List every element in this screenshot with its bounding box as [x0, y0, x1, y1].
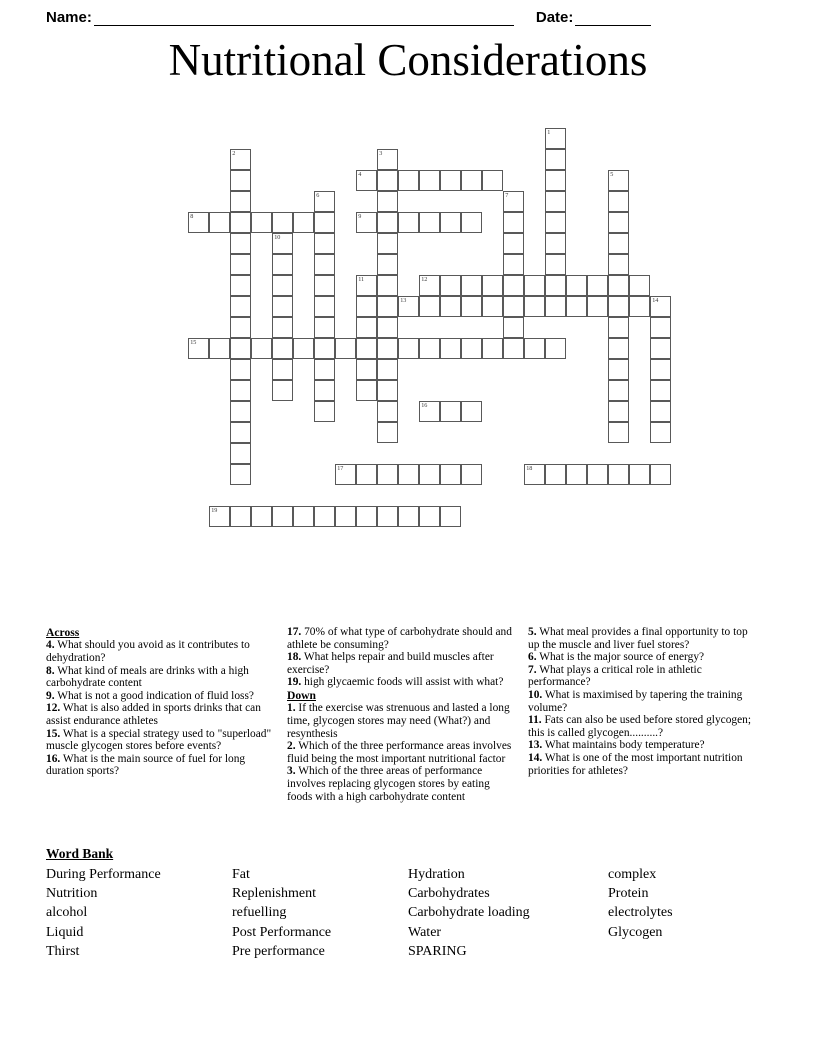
- crossword-cell[interactable]: [503, 233, 524, 254]
- crossword-cell[interactable]: [230, 149, 251, 170]
- crossword-cell[interactable]: [524, 296, 545, 317]
- crossword-cell[interactable]: [545, 464, 566, 485]
- crossword-cell[interactable]: [566, 275, 587, 296]
- crossword-cell[interactable]: [272, 275, 293, 296]
- crossword-cell[interactable]: [377, 170, 398, 191]
- crossword-cell[interactable]: [230, 401, 251, 422]
- crossword-cell[interactable]: [314, 401, 335, 422]
- crossword-cell[interactable]: [587, 275, 608, 296]
- crossword-cell[interactable]: [503, 212, 524, 233]
- crossword-cell[interactable]: [209, 506, 230, 527]
- crossword-cell[interactable]: [314, 296, 335, 317]
- crossword-cell[interactable]: [272, 338, 293, 359]
- clue-number: 12.: [46, 702, 61, 715]
- cell-number: 7: [505, 191, 509, 199]
- crossword-cell[interactable]: [608, 275, 629, 296]
- clue-column-2: [287, 626, 528, 803]
- clue-item: [528, 752, 757, 777]
- word-bank-word[interactable]: Liquid: [46, 924, 84, 940]
- crossword-cell[interactable]: [566, 464, 587, 485]
- clue-number: 17.: [287, 626, 302, 638]
- crossword-cell[interactable]: [230, 380, 251, 401]
- word-bank-word[interactable]: Hydration: [408, 867, 465, 882]
- crossword-cell[interactable]: [482, 296, 503, 317]
- crossword-cell[interactable]: [608, 212, 629, 233]
- crossword-cell[interactable]: [272, 380, 293, 401]
- clue-column-3: [528, 626, 769, 777]
- crossword-cell[interactable]: [230, 443, 251, 464]
- crossword-cell[interactable]: [293, 338, 314, 359]
- clue-text: Which of the three performance areas involves fluid being the most important nutritional factor: [287, 740, 512, 765]
- crossword-cell[interactable]: [398, 338, 419, 359]
- clue-item: [46, 665, 275, 690]
- word-bank-word[interactable]: During Performance: [46, 867, 161, 882]
- clue-item: [528, 714, 757, 739]
- crossword-cell[interactable]: [335, 464, 356, 485]
- clue-text: What is also added in sports drinks that can assist endurance athletes: [46, 702, 261, 727]
- crossword-cell[interactable]: [230, 170, 251, 191]
- crossword-cell[interactable]: [272, 359, 293, 380]
- crossword-cell[interactable]: [629, 464, 650, 485]
- crossword-cell[interactable]: [293, 506, 314, 527]
- crossword-cell[interactable]: [608, 401, 629, 422]
- clue-number: 3.: [287, 765, 296, 778]
- crossword-cell[interactable]: [419, 212, 440, 233]
- crossword-cell[interactable]: [398, 506, 419, 527]
- crossword-cell[interactable]: [356, 380, 377, 401]
- crossword-grid-wrapper: [0, 106, 816, 514]
- clue-item: [287, 651, 516, 676]
- crossword-cell[interactable]: [251, 212, 272, 233]
- crossword-cell[interactable]: [230, 254, 251, 275]
- clue-text: What plays a critical role in athletic performance?: [528, 663, 702, 689]
- clue-item: [46, 690, 275, 703]
- crossword-cell[interactable]: [608, 317, 629, 338]
- crossword-cell[interactable]: [650, 317, 671, 338]
- crossword-cell[interactable]: [650, 338, 671, 359]
- clue-item: [46, 728, 275, 753]
- crossword-cell[interactable]: [377, 422, 398, 443]
- crossword-cell[interactable]: [293, 212, 314, 233]
- crossword-cell[interactable]: [314, 254, 335, 275]
- crossword-cell[interactable]: [398, 170, 419, 191]
- word-bank-word[interactable]: electrolytes: [608, 905, 673, 921]
- crossword-cell[interactable]: [608, 233, 629, 254]
- clue-number: 13.: [528, 739, 543, 752]
- crossword-cell[interactable]: [251, 506, 272, 527]
- crossword-cell[interactable]: [650, 359, 671, 380]
- crossword-cell[interactable]: [377, 149, 398, 170]
- crossword-cell[interactable]: [587, 296, 608, 317]
- crossword-cell[interactable]: [230, 464, 251, 485]
- crossword-cell[interactable]: [377, 359, 398, 380]
- clue-item: [46, 702, 275, 727]
- word-bank-word[interactable]: complex: [608, 867, 657, 882]
- crossword-cell[interactable]: [272, 506, 293, 527]
- crossword-cell[interactable]: [482, 170, 503, 191]
- crossword-cell[interactable]: [356, 275, 377, 296]
- crossword-cell[interactable]: [356, 464, 377, 485]
- cell-number: 19: [211, 506, 218, 514]
- crossword-cell[interactable]: [545, 191, 566, 212]
- crossword-cell[interactable]: [230, 422, 251, 443]
- crossword-cell[interactable]: [398, 464, 419, 485]
- clue-text: Which of the three areas of performance involves replacing glycogen stores by eating foods with a high carbohydrate content: [287, 765, 490, 803]
- crossword-cell[interactable]: [188, 212, 209, 233]
- crossword-cell[interactable]: [503, 338, 524, 359]
- crossword-cell[interactable]: [230, 212, 251, 233]
- clue-text: What meal provides a final opportunity to top up the muscle and liver fuel stores?: [528, 626, 748, 651]
- date-label: Date:: [535, 9, 574, 26]
- crossword-cell[interactable]: [545, 296, 566, 317]
- crossword-cell[interactable]: [377, 296, 398, 317]
- crossword-cell[interactable]: [230, 275, 251, 296]
- crossword-cell[interactable]: [419, 275, 440, 296]
- crossword-cell[interactable]: [608, 254, 629, 275]
- crossword-cell[interactable]: [377, 254, 398, 275]
- crossword-cell[interactable]: [314, 359, 335, 380]
- crossword-cell[interactable]: [461, 170, 482, 191]
- word-bank-word[interactable]: Protein: [608, 886, 649, 902]
- word-bank-word[interactable]: Replenishment: [232, 886, 316, 902]
- crossword-cell[interactable]: [566, 296, 587, 317]
- clue-text: What is the major source of energy?: [536, 651, 705, 664]
- clue-item: [287, 702, 516, 740]
- crossword-cell[interactable]: [230, 233, 251, 254]
- cell-number: 12: [421, 275, 428, 283]
- clue-item: [287, 740, 516, 765]
- name-date-row: [0, 0, 816, 26]
- clue-text: high glycaemic foods will assist with what?: [301, 676, 504, 689]
- crossword-cell[interactable]: [608, 464, 629, 485]
- crossword-cell[interactable]: [419, 506, 440, 527]
- crossword-cell[interactable]: [335, 506, 356, 527]
- crossword-cell[interactable]: [398, 296, 419, 317]
- crossword-cell[interactable]: [356, 317, 377, 338]
- clue-text: What maintains body temperature?: [542, 739, 705, 752]
- crossword-cell[interactable]: [482, 338, 503, 359]
- crossword-cell[interactable]: [377, 338, 398, 359]
- crossword-cell[interactable]: [230, 338, 251, 359]
- page-title: Nutritional Considerations: [168, 35, 648, 85]
- word-bank-word[interactable]: Carbohydrate loading: [408, 905, 530, 921]
- crossword-cell[interactable]: [377, 212, 398, 233]
- crossword-cell[interactable]: [419, 401, 440, 422]
- clue-number: 11.: [528, 714, 542, 727]
- clue-number: 8.: [46, 664, 55, 677]
- crossword-cell[interactable]: [608, 422, 629, 443]
- name-input-line[interactable]: [94, 12, 514, 26]
- clue-text: Fats can also be used before stored glycogen; this is called glycogen..........?: [528, 714, 752, 739]
- clue-text: What helps repair and build muscles after exercise?: [287, 651, 494, 676]
- word-bank-word[interactable]: SPARING: [408, 943, 467, 959]
- crossword-cell[interactable]: [230, 317, 251, 338]
- crossword-cell[interactable]: [377, 401, 398, 422]
- crossword-cell[interactable]: [272, 296, 293, 317]
- word-bank-grid: [46, 865, 776, 961]
- crossword-cell[interactable]: [377, 317, 398, 338]
- crossword-cell[interactable]: [524, 464, 545, 485]
- word-bank-word[interactable]: Water: [408, 924, 442, 940]
- crossword-cell[interactable]: [356, 170, 377, 191]
- crossword-cell[interactable]: [377, 506, 398, 527]
- crossword-cell[interactable]: [440, 464, 461, 485]
- crossword-cell[interactable]: [608, 380, 629, 401]
- crossword-cell[interactable]: [335, 338, 356, 359]
- crossword-cell[interactable]: [230, 506, 251, 527]
- clue-item: [46, 639, 275, 664]
- crossword-cell[interactable]: [503, 254, 524, 275]
- crossword-cell[interactable]: [608, 359, 629, 380]
- crossword-cell[interactable]: [230, 191, 251, 212]
- crossword-cell[interactable]: [356, 338, 377, 359]
- crossword-cell[interactable]: [314, 506, 335, 527]
- crossword-cell[interactable]: [209, 338, 230, 359]
- clue-item: [287, 676, 516, 689]
- crossword-cell[interactable]: [419, 296, 440, 317]
- crossword-cell[interactable]: [356, 296, 377, 317]
- clue-number: 19.: [287, 676, 302, 689]
- crossword-cell[interactable]: [482, 275, 503, 296]
- crossword-cell[interactable]: [650, 401, 671, 422]
- word-bank-word[interactable]: Post Performance: [232, 924, 332, 940]
- clue-number: 5.: [528, 626, 537, 638]
- clue-number: 15.: [46, 727, 61, 740]
- crossword-cell[interactable]: [314, 275, 335, 296]
- crossword-cell[interactable]: [314, 212, 335, 233]
- clue-number: 14.: [528, 751, 543, 764]
- crossword-cell[interactable]: [608, 296, 629, 317]
- clue-text: 70% of what type of carbohydrate should and athlete be consuming?: [287, 626, 512, 651]
- crossword-cell[interactable]: [188, 338, 209, 359]
- crossword-cell[interactable]: [650, 422, 671, 443]
- crossword-cell[interactable]: [545, 338, 566, 359]
- cell-number: 8: [190, 212, 194, 220]
- clues-section: [46, 626, 770, 803]
- clue-item: [287, 626, 516, 651]
- clue-column-1: [46, 626, 287, 778]
- cell-number: 4: [358, 170, 362, 178]
- crossword-cell[interactable]: [356, 359, 377, 380]
- crossword-cell[interactable]: [251, 338, 272, 359]
- word-bank-section: [46, 845, 776, 961]
- clue-text: What is one of the most important nutrition priorities for athletes?: [528, 751, 743, 777]
- crossword-cell[interactable]: [545, 170, 566, 191]
- clue-number: 9.: [46, 689, 55, 702]
- crossword-cell[interactable]: [419, 338, 440, 359]
- crossword-cell[interactable]: [650, 464, 671, 485]
- cell-number: 11: [358, 275, 365, 283]
- crossword-cell[interactable]: [461, 275, 482, 296]
- clue-text: What is not a good indication of fluid loss?: [54, 689, 254, 702]
- down-heading: Down: [287, 688, 316, 702]
- clue-item: [528, 664, 757, 689]
- date-input-line[interactable]: [575, 12, 651, 26]
- cell-number: 13: [400, 296, 407, 304]
- clue-item: [528, 739, 757, 752]
- word-bank-word[interactable]: Pre performance: [232, 943, 325, 959]
- word-bank-word[interactable]: Fat: [232, 867, 250, 882]
- crossword-cell[interactable]: [440, 275, 461, 296]
- word-bank-title: Word Bank: [46, 846, 114, 861]
- cell-number: 3: [379, 149, 383, 157]
- cell-number: 5: [610, 170, 614, 178]
- clue-number: 2.: [287, 740, 296, 753]
- crossword-cell[interactable]: [503, 275, 524, 296]
- crossword-cell[interactable]: [461, 212, 482, 233]
- crossword-cell[interactable]: [272, 254, 293, 275]
- crossword-cell[interactable]: [545, 128, 566, 149]
- crossword-cell[interactable]: [503, 191, 524, 212]
- clue-text: What is maximised by tapering the training volume?: [528, 688, 743, 714]
- clue-item: [528, 626, 757, 651]
- crossword-cell[interactable]: [440, 401, 461, 422]
- crossword-cell[interactable]: [419, 170, 440, 191]
- cell-number: 6: [316, 191, 320, 199]
- crossword-cell[interactable]: [272, 317, 293, 338]
- crossword-cell[interactable]: [272, 233, 293, 254]
- crossword-cell[interactable]: [377, 191, 398, 212]
- clue-text: If the exercise was strenuous and lasted a long time, glycogen stores may need (What?) and resynthesis: [287, 702, 510, 740]
- word-bank-word[interactable]: Thirst: [46, 943, 80, 959]
- clue-item: [46, 753, 275, 778]
- clue-number: 1.: [287, 702, 296, 715]
- clue-text: What is the main source of fuel for long duration sports?: [46, 752, 246, 778]
- crossword-cell[interactable]: [209, 212, 230, 233]
- cell-number: 1: [547, 128, 551, 136]
- crossword-cell[interactable]: [545, 212, 566, 233]
- crossword-cell[interactable]: [461, 464, 482, 485]
- crossword-cell[interactable]: [440, 212, 461, 233]
- crossword-cell[interactable]: [608, 338, 629, 359]
- clue-number: 16.: [46, 752, 61, 765]
- clue-item: [528, 651, 757, 664]
- crossword-cell[interactable]: [314, 317, 335, 338]
- crossword-cell[interactable]: [461, 338, 482, 359]
- crossword-cell[interactable]: [461, 401, 482, 422]
- clue-item: [287, 765, 516, 803]
- crossword-cell[interactable]: [629, 296, 650, 317]
- word-bank-word[interactable]: Glycogen: [608, 924, 663, 940]
- clue-item: [528, 689, 757, 714]
- word-bank-word[interactable]: alcohol: [46, 905, 88, 921]
- crossword-cell[interactable]: [608, 170, 629, 191]
- cell-number: 18: [526, 464, 533, 472]
- crossword-cell[interactable]: [461, 296, 482, 317]
- crossword-cell[interactable]: [503, 296, 524, 317]
- crossword-cell[interactable]: [419, 464, 440, 485]
- crossword-cell[interactable]: [377, 380, 398, 401]
- cell-number: 17: [337, 464, 344, 472]
- crossword-cell[interactable]: [440, 338, 461, 359]
- cell-number: 10: [274, 233, 281, 241]
- crossword-cell[interactable]: [377, 464, 398, 485]
- clue-number: 6.: [528, 651, 537, 664]
- crossword-cell[interactable]: [503, 317, 524, 338]
- crossword-cell[interactable]: [314, 338, 335, 359]
- crossword-cell[interactable]: [230, 359, 251, 380]
- crossword-cell[interactable]: [356, 506, 377, 527]
- crossword-cell[interactable]: [398, 212, 419, 233]
- cell-number: 2: [232, 149, 236, 157]
- cell-number: 16: [421, 401, 428, 409]
- crossword-cell[interactable]: [524, 338, 545, 359]
- crossword-cell[interactable]: [608, 191, 629, 212]
- crossword-cell[interactable]: [440, 296, 461, 317]
- name-label: Name:: [46, 9, 92, 26]
- clue-number: 7.: [528, 663, 537, 676]
- clue-number: 4.: [46, 639, 55, 652]
- crossword-cell[interactable]: [545, 254, 566, 275]
- across-heading: Across: [46, 626, 80, 639]
- cell-number: 15: [190, 338, 197, 346]
- crossword-cell[interactable]: [650, 296, 671, 317]
- crossword-cell[interactable]: [272, 212, 293, 233]
- crossword-cell[interactable]: [314, 191, 335, 212]
- crossword-cell[interactable]: [230, 296, 251, 317]
- crossword-cell[interactable]: [545, 275, 566, 296]
- crossword-cell[interactable]: [587, 464, 608, 485]
- crossword-cell[interactable]: [377, 275, 398, 296]
- clue-number: 10.: [528, 688, 543, 701]
- clue-number: 18.: [287, 651, 302, 664]
- clue-text: What kind of meals are drinks with a high carbohydrate content: [46, 664, 249, 690]
- clue-text: What should you avoid as it contributes to dehydration?: [46, 639, 250, 664]
- crossword-cell[interactable]: [377, 233, 398, 254]
- crossword-cell[interactable]: [314, 380, 335, 401]
- crossword-cell[interactable]: [440, 506, 461, 527]
- cell-number: 14: [652, 296, 659, 304]
- crossword-cell[interactable]: [314, 233, 335, 254]
- crossword-cell[interactable]: [650, 380, 671, 401]
- word-bank-word[interactable]: refuelling: [232, 905, 287, 921]
- cell-number: 9: [358, 212, 362, 220]
- crossword-cell[interactable]: [545, 149, 566, 170]
- crossword-cell[interactable]: [356, 212, 377, 233]
- crossword-cell[interactable]: [629, 275, 650, 296]
- crossword-cell[interactable]: [440, 170, 461, 191]
- crossword-cell[interactable]: [545, 233, 566, 254]
- crossword-cell[interactable]: [524, 275, 545, 296]
- word-bank-word[interactable]: Nutrition: [46, 886, 98, 902]
- clue-text: What is a special strategy used to "superload" muscle glycogen stores before events?: [46, 727, 272, 753]
- word-bank-word[interactable]: Carbohydrates: [408, 886, 490, 902]
